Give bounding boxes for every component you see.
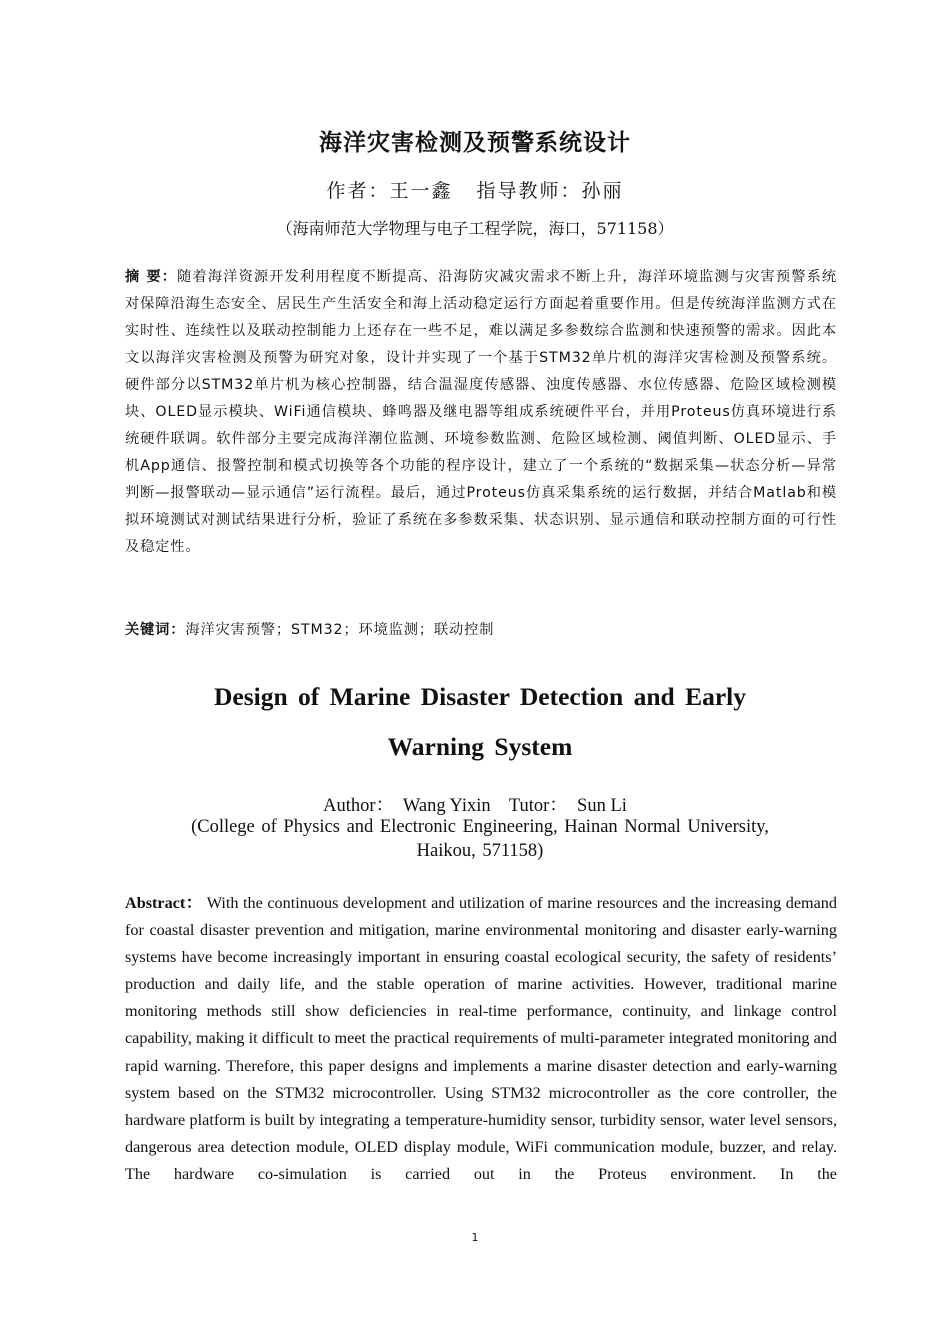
chinese-title: 海洋灾害检测及预警系统设计	[319, 129, 631, 156]
chinese-keywords-label: 关键词：	[125, 622, 186, 638]
english-authors: Author： Wang Yixin Tutor： Sun Li	[323, 796, 627, 816]
chinese-abstract-text: 随着海洋资源开发利用程度不断提高、沿海防灾减灾需求不断上升，海洋环境监测与灾害预警系统对保障沿海生态安全、居民生产生活安全和海上活动稳定运行方面起着重要作用。但是传统海洋监测方式在实时性、连续性以及联动控制能力上还存在一些不足，难以满足多参数综合监测和快速预警的需求。因此本文以海洋灾害检测及预警为研究对象，设计并实现了一个基于STM32单片机的海洋灾害检测及预警系统。硬件部分以STM32单片机为核心控制器，结合温湿度传感器、浊度传感器、水位传感器、危险区域检测模块、OLED显示模块、WiFi通信模块、蜂鸣器及继电器等组成系统硬件平台，并用Proteus仿真环境进行系统硬件联调。软件部分主要完成海洋潮位监测、环境参数监测、危险区域检测、阈值判断、OLED显示、手机App通信、报警控制和模式切换等各个功能的程序设计，建立了一个系统的“数据采集—状态分析—异常判断—报警联动—显示通信”运行流程。最后，通过Proteus仿真采集系统的运行数据，并结合Matlab和模拟环境测试对测试结果进行分析，验证了系统在多参数采集、状态识别、显示通信和联动控制方面的可行性及稳定性。	[125, 269, 838, 555]
chinese-abstract	[125, 264, 837, 561]
chinese-abstract-label: 摘 要：	[125, 269, 178, 285]
chinese-affiliation: （海南师范大学物理与电子工程学院，海口，571158）	[276, 219, 674, 238]
english-abstract-text: With the continuous development and utilization of marine resources and the increasing demand for coastal disaster prevention and mitigation, marine environmental monitoring and disaster early-warning systems have become increasingly important in ensuring coastal ecological security, the safety of residents’ production and daily life, and the stable operation of marine activities. However, traditional marine monitoring methods still show deficiencies in real-time performance, continuity, and linkage control capability, making it difficult to meet the practical requirements of multi-parameter integrated monitoring and rapid warning. Therefore, this paper designs and implements a marine disaster detection and early-warning system based on the STM32 microcontroller. Using STM32 microcontroller as the core controller, the hardware platform is built by integrating a temperature-humidity sensor, turbidity sensor, water level sensors, dangerous area detection module, OLED display module, WiFi communication module, buzzer, and relay. The hardware co-simulation is carried out in the Proteus environment. In the	[125, 894, 837, 1183]
english-affiliation: (College of Physics and Electronic Engineering, Hainan Normal University, Haikou, 571158)	[191, 817, 769, 861]
page-number: 1	[471, 1231, 479, 1244]
english-abstract-label: Abstract：	[125, 894, 203, 912]
chinese-keywords	[125, 618, 837, 642]
english-abstract	[125, 890, 837, 1188]
english-title: Design of Marine Disaster Detection and Early Warning System	[213, 682, 747, 761]
chinese-authors: 作者：王一鑫 指导教师：孙丽	[326, 180, 624, 202]
chinese-keywords-text: 海洋灾害预警；STM32；环境监测；联动控制	[185, 622, 495, 638]
